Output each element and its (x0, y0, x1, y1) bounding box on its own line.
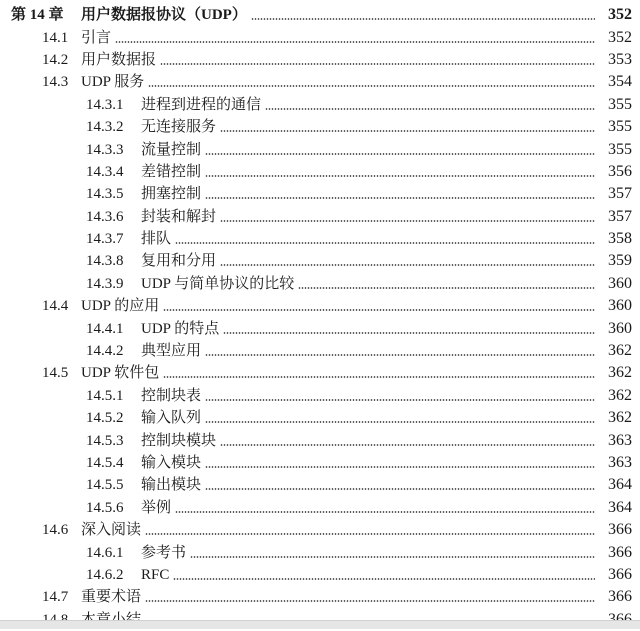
section-number: 14.3.7 (86, 231, 124, 248)
dot-leader (205, 466, 595, 468)
page-number: 364 (608, 498, 632, 516)
dot-leader (148, 85, 595, 87)
section-number: 14.3.6 (86, 208, 124, 225)
dot-leader (220, 130, 595, 132)
section-title: 封装和解封 (141, 208, 217, 225)
page-number: 358 (608, 230, 632, 248)
section-number: 14.5.5 (86, 477, 124, 494)
page-number: 366 (608, 588, 632, 606)
page-number: 366 (608, 521, 632, 539)
section-number: 14.3.3 (86, 141, 124, 158)
section-title: UDP 软件包 (81, 365, 160, 382)
page-number: 354 (608, 73, 632, 91)
toc-subsection-entry[interactable] (0, 340, 640, 362)
section-title: 深入阅读 (81, 522, 142, 539)
page-number: 363 (608, 454, 632, 471)
dot-leader (220, 444, 595, 446)
dot-leader (205, 488, 595, 490)
dot-leader (298, 287, 595, 289)
dot-leader (251, 18, 595, 20)
toc-subsection-entry[interactable] (0, 94, 640, 116)
section-title: UDP 服务 (81, 74, 145, 91)
page-number: 355 (608, 118, 632, 136)
dot-leader (205, 421, 595, 423)
section-title: 参考书 (141, 544, 187, 561)
section-number: 14.3.2 (86, 119, 124, 136)
section-number: 14.5.4 (86, 455, 124, 471)
page-number: 362 (608, 364, 632, 382)
section-title: 拥塞控制 (141, 186, 202, 203)
section-number: 14.1 (42, 29, 69, 46)
toc-section-entry[interactable] (0, 71, 640, 93)
page-number: 360 (608, 274, 632, 292)
toc-subsection-entry[interactable] (0, 206, 640, 228)
section-title: 输出模块 (141, 477, 202, 494)
page-number: 353 (608, 50, 632, 68)
toc-subsection-entry[interactable] (0, 161, 640, 183)
section-number: 14.3.8 (86, 253, 124, 270)
toc-entries (0, 26, 640, 631)
page-number: 360 (608, 319, 632, 337)
page-number: 355 (608, 95, 632, 113)
viewer-bottom-edge (0, 620, 640, 629)
dot-leader (115, 41, 595, 43)
page-number: 364 (608, 476, 632, 494)
dot-leader (220, 220, 595, 222)
page-number: 352 (608, 6, 632, 24)
dot-leader (265, 108, 595, 110)
dot-leader (190, 556, 595, 558)
section-title: 用户数据报 (81, 51, 157, 68)
section-title: RFC (141, 566, 170, 583)
toc-subsection-entry[interactable] (0, 474, 640, 496)
toc-subsection-entry[interactable] (0, 497, 640, 519)
toc-subsection-entry[interactable] (0, 317, 640, 339)
toc-subsection-entry[interactable] (0, 116, 640, 138)
section-title: 引言 (81, 29, 112, 46)
page-number: 357 (608, 207, 632, 225)
dot-leader (145, 533, 595, 535)
section-number: 14.5.1 (86, 387, 124, 404)
section-title: UDP 与简单协议的比较 (141, 275, 295, 292)
dot-leader (173, 578, 595, 580)
page-number: 362 (608, 386, 632, 404)
section-title: 排队 (141, 231, 172, 248)
section-number: 14.4.2 (86, 343, 124, 360)
toc-chapter-heading[interactable] (0, 4, 640, 26)
toc-section-entry[interactable] (0, 49, 640, 71)
toc-subsection-entry[interactable] (0, 138, 640, 160)
section-title: 进程到进程的通信 (141, 96, 262, 113)
section-number: 14.7 (42, 589, 69, 606)
page-number: 360 (608, 297, 632, 315)
toc-subsection-entry[interactable] (0, 452, 640, 474)
section-number: 14.5 (42, 365, 69, 382)
section-title: 控制块表 (141, 387, 202, 404)
toc-section-entry[interactable] (0, 519, 640, 541)
toc-subsection-entry[interactable] (0, 228, 640, 250)
dot-leader (163, 309, 595, 311)
section-title: UDP 的特点 (141, 320, 220, 337)
dot-leader (145, 600, 595, 602)
toc-subsection-entry[interactable] (0, 429, 640, 451)
section-title: 差错控制 (141, 163, 202, 180)
section-number: 14.3 (42, 74, 69, 91)
page-number: 355 (608, 140, 632, 158)
dot-leader (160, 63, 595, 65)
page-number: 366 (608, 543, 632, 561)
section-number: 14.6.2 (86, 566, 124, 583)
dot-leader (175, 511, 595, 513)
section-number: 14.3.9 (86, 275, 124, 292)
dot-leader (205, 399, 595, 401)
dot-leader (163, 376, 595, 378)
page-number: 357 (608, 185, 632, 203)
section-title: 举例 (141, 499, 172, 516)
dot-leader (223, 332, 595, 334)
page-number: 362 (608, 409, 632, 427)
toc-subsection-entry[interactable] (0, 250, 640, 272)
section-number: 14.5.6 (86, 499, 124, 516)
section-number: 14.3.1 (86, 96, 124, 113)
section-title: 控制块模块 (141, 432, 217, 449)
section-title: 复用和分用 (141, 253, 217, 270)
toc-section-entry[interactable] (0, 362, 640, 384)
section-title: 重要术语 (81, 589, 142, 606)
toc-subsection-entry[interactable] (0, 273, 640, 295)
table-of-contents (0, 4, 640, 631)
chapter-title: 用户数据报协议（UDP） (81, 7, 247, 24)
section-title: UDP 的应用 (81, 298, 160, 315)
page-number: 356 (608, 162, 632, 180)
dot-leader (220, 264, 595, 266)
toc-section-entry[interactable] (0, 26, 640, 48)
toc-subsection-entry[interactable] (0, 564, 640, 586)
toc-section-entry[interactable] (0, 295, 640, 317)
page-number: 352 (608, 28, 632, 46)
chapter-number: 第 14 章 (11, 7, 64, 24)
section-number: 14.4.1 (86, 320, 124, 337)
section-number: 14.6.1 (86, 544, 124, 561)
section-title: 无连接服务 (141, 119, 217, 136)
page-number: 363 (608, 431, 632, 449)
page-number: 359 (608, 252, 632, 270)
dot-leader (205, 197, 595, 199)
dot-leader (205, 354, 595, 356)
toc-section-entry[interactable] (0, 586, 640, 608)
section-number: 14.3.5 (86, 186, 124, 203)
section-title: 典型应用 (141, 343, 202, 360)
section-number: 14.3.4 (86, 163, 124, 180)
section-title: 输入队列 (141, 410, 202, 427)
dot-leader (205, 153, 595, 155)
section-title: 输入模块 (141, 455, 202, 471)
toc-subsection-entry[interactable] (0, 541, 640, 563)
page-number: 366 (608, 565, 632, 583)
dot-leader (175, 242, 595, 244)
section-number: 14.6 (42, 522, 69, 539)
page-number: 362 (608, 342, 632, 360)
section-number: 14.2 (42, 51, 69, 68)
section-number: 14.4 (42, 298, 69, 315)
dot-leader (205, 175, 595, 177)
toc-subsection-entry[interactable] (0, 407, 640, 429)
section-number: 14.5.3 (86, 432, 124, 449)
section-number: 14.5.2 (86, 410, 124, 427)
section-title: 流量控制 (141, 141, 202, 158)
toc-subsection-entry[interactable] (0, 183, 640, 205)
toc-subsection-entry[interactable] (0, 385, 640, 407)
